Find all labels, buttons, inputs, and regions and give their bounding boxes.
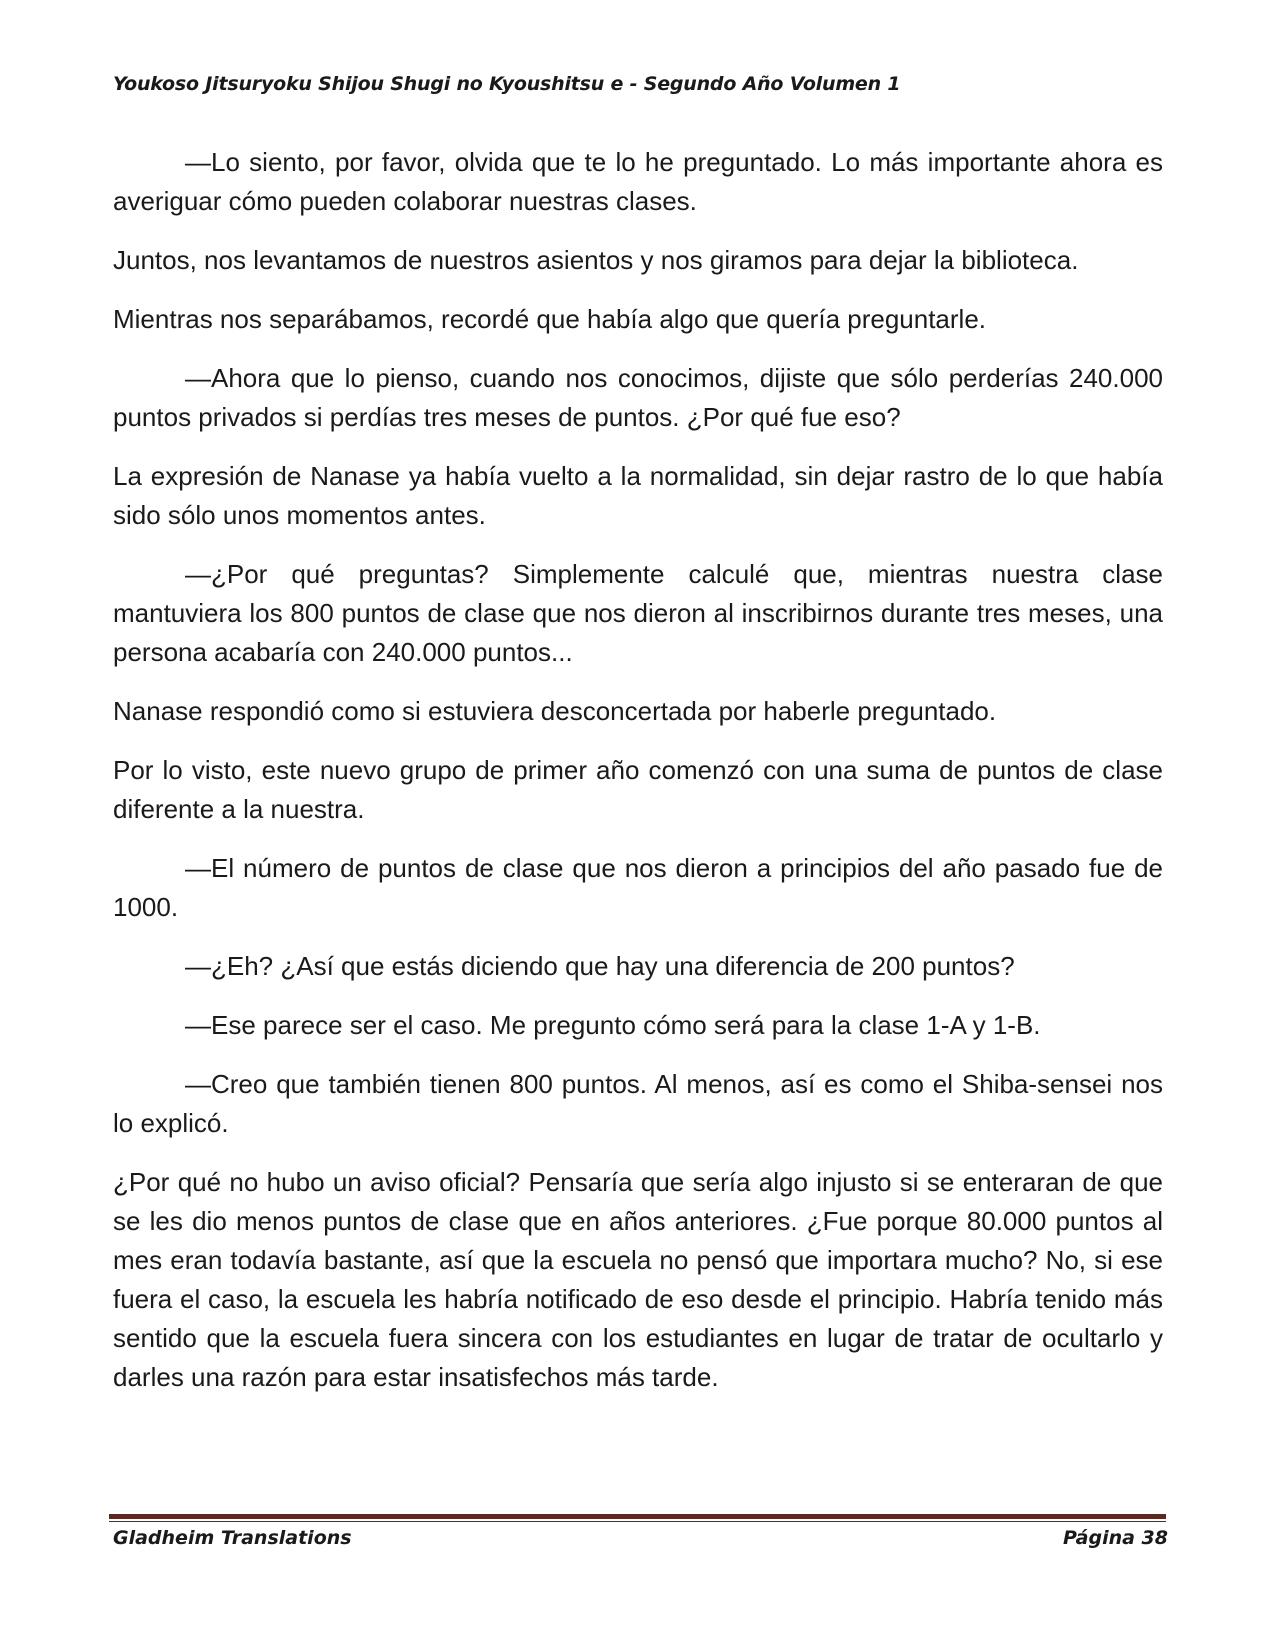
- paragraph: Juntos, nos levantamos de nuestros asientos y nos giramos para dejar la biblioteca.: [113, 245, 1079, 275]
- paragraph: Nanase respondió como si estuviera desconcertada por haberle preguntado.: [113, 696, 997, 726]
- page-header-title: Youkoso Jitsuryoku Shijou Shugi no Kyoushitsu e - Segundo Año Volumen 1: [113, 73, 901, 95]
- paragraph-dialogue: —¿Por qué preguntas? Simplemente calculé que, mientras nuestra clase mantuviera los 800 puntos de clase que nos dieron al inscribirnos durante tres meses, una persona acabaría con 240.000 puntos...: [113, 559, 1163, 667]
- paragraph: La expresión de Nanase ya había vuelto a la normalidad, sin dejar rastro de lo que había sido sólo unos momentos antes.: [113, 461, 1163, 530]
- paragraph: Por lo visto, este nuevo grupo de primer año comenzó con una suma de puntos de clase diferente a la nuestra.: [113, 755, 1163, 824]
- paragraph: Mientras nos separábamos, recordé que había algo que quería preguntarle.: [113, 304, 987, 334]
- paragraph: ¿Por qué no hubo un aviso oficial? Pensaría que sería algo injusto si se enteraran de que se les dio menos puntos de clase que en años anteriores. ¿Fue porque 80.000 puntos al mes eran todavía bastante, así que la escuela no pensó que importara mucho? No, si ese fuera el caso, la escuela les habría notificado de eso desde el principio. Habría tenido más sentido que la escuela fuera sincera con los estudiantes en lugar de tratar de ocultarlo y darles una razón para estar insatisfechos más tarde.: [113, 1167, 1163, 1392]
- footer-divider: [109, 1514, 1166, 1519]
- footer-divider-thin: [109, 1521, 1166, 1522]
- paragraph-dialogue: —El número de puntos de clase que nos dieron a principios del año pasado fue de 1000.: [113, 853, 1163, 922]
- paragraph-dialogue: —Ahora que lo pienso, cuando nos conocimos, dijiste que sólo perderías 240.000 puntos privados si perdías tres meses de puntos. ¿Por qué fue eso?: [113, 363, 1163, 432]
- footer-credit: Gladheim Translations: [113, 1527, 352, 1549]
- paragraph-dialogue: —Lo siento, por favor, olvida que te lo he preguntado. Lo más importante ahora es averiguar cómo pueden colaborar nuestras clases.: [113, 147, 1163, 216]
- paragraph-dialogue: —Ese parece ser el caso. Me pregunto cómo será para la clase 1-A y 1-B.: [185, 1010, 1041, 1040]
- page-number: Página 38: [1062, 1527, 1168, 1549]
- paragraph-dialogue: —¿Eh? ¿Así que estás diciendo que hay una diferencia de 200 puntos?: [185, 951, 1015, 981]
- body-text: [113, 143, 1163, 1417]
- paragraph-dialogue: —Creo que también tienen 800 puntos. Al menos, así es como el Shiba-sensei nos lo explicó.: [113, 1069, 1163, 1138]
